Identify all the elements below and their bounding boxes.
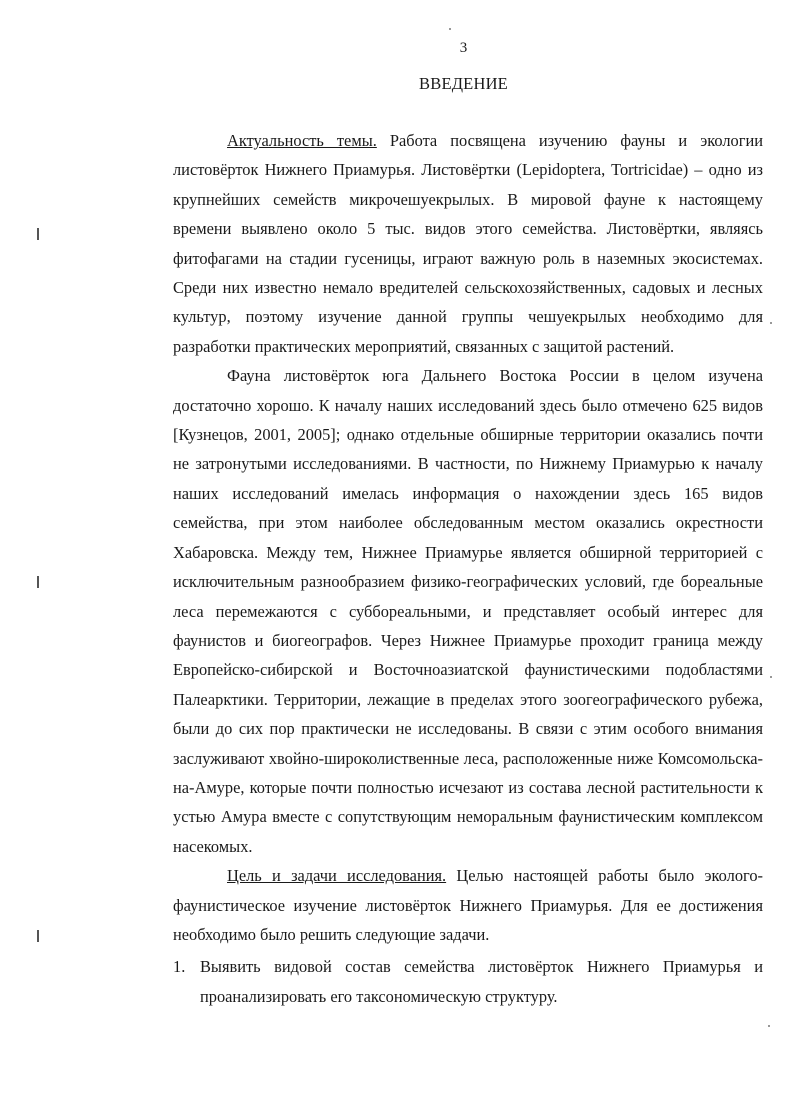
paragraph-relevance <box>173 126 763 361</box>
goals-text: Целью настоящей работы было эколого-фаунистическое изучение листовёрток Нижнего Приамурья. Для ее достижения необходимо было решить следующие задачи. <box>173 866 763 944</box>
page-number: 3 <box>459 40 468 56</box>
relevance-label: Актуальность темы. <box>227 131 377 150</box>
scan-mark <box>37 228 39 240</box>
paragraph-fauna: Фауна листовёрток юга Дальнего Востока России в целом изучена достаточно хорошо. К началу наших исследований здесь было отмечено 625 видов [Кузнецов, 2001, 2005]; однако отдельные обширные территории оказались почти не затронутыми исследованиями. В частности, по Нижнему Приамурью к началу наших исследований имелась информация о нахождении здесь 165 видов семейства, при этом наиболее обследованным местом оказались окрестности Хабаровска. Между тем, Нижнее Приамурье является обширной территорией с исключительным разнообразием физико-географических условий, где бореальные леса перемежаются с суббореальными, и представляет особый интерес для фаунистов и биогеографов. Через Нижнее Приамурье проходит граница между Европейско-сибирской и Восточноазиатской фаунистическими подобластями Палеарктики. Территории, лежащие в пределах этого зоогеографического рубежа, были до сих пор практически не исследованы. В связи с этим особого внимания заслуживают хвойно-широколиственные леса, расположенные ниже Комсомольска-на-Амуре, которые почти полностью исчезают из состава лесной растительности к устью Амура вместе с сопутствующим неморальным фаунистическим комплексом насекомых. <box>173 366 763 856</box>
scan-mark <box>37 576 39 588</box>
task-list <box>173 952 763 1011</box>
body-text <box>173 126 763 1011</box>
goals-label: Цель и задачи исследования. <box>227 866 447 886</box>
scan-dot <box>768 1025 770 1027</box>
scan-dot <box>449 28 451 30</box>
section-heading: ВВЕДЕНИЕ <box>419 74 508 93</box>
scan-dot <box>770 676 772 678</box>
scan-dot <box>770 322 772 324</box>
relevance-text: Работа посвящена изучению фауны и экологии листовёрток Нижнего Приамурья. Листовёртки (Lepidoptera, Tortricidae) – одно из крупнейших семейств микрочешуекрылых. В мировой фауне к настоящему времени выявлено около 5 тыс. видов этого семейства. Листовёртки, являясь фитофагами на стадии гусеницы, играют важную роль в наземных экосистемах. Среди них известно немало вредителей сельскохозяйственных, садовых и лесных культур, поэтому изучение данной группы чешуекрылых необходимо для разработки практических мероприятий, связанных с защитой растений. <box>173 131 764 356</box>
paragraph-goals <box>173 861 763 949</box>
list-item-text: Выявить видовой состав семейства листовёрток Нижнего Приамурья и проанализировать его таксономическую структуру. <box>200 957 763 1006</box>
scan-mark <box>37 930 39 942</box>
list-item <box>173 952 763 1011</box>
list-item-number: 1. <box>173 957 186 977</box>
